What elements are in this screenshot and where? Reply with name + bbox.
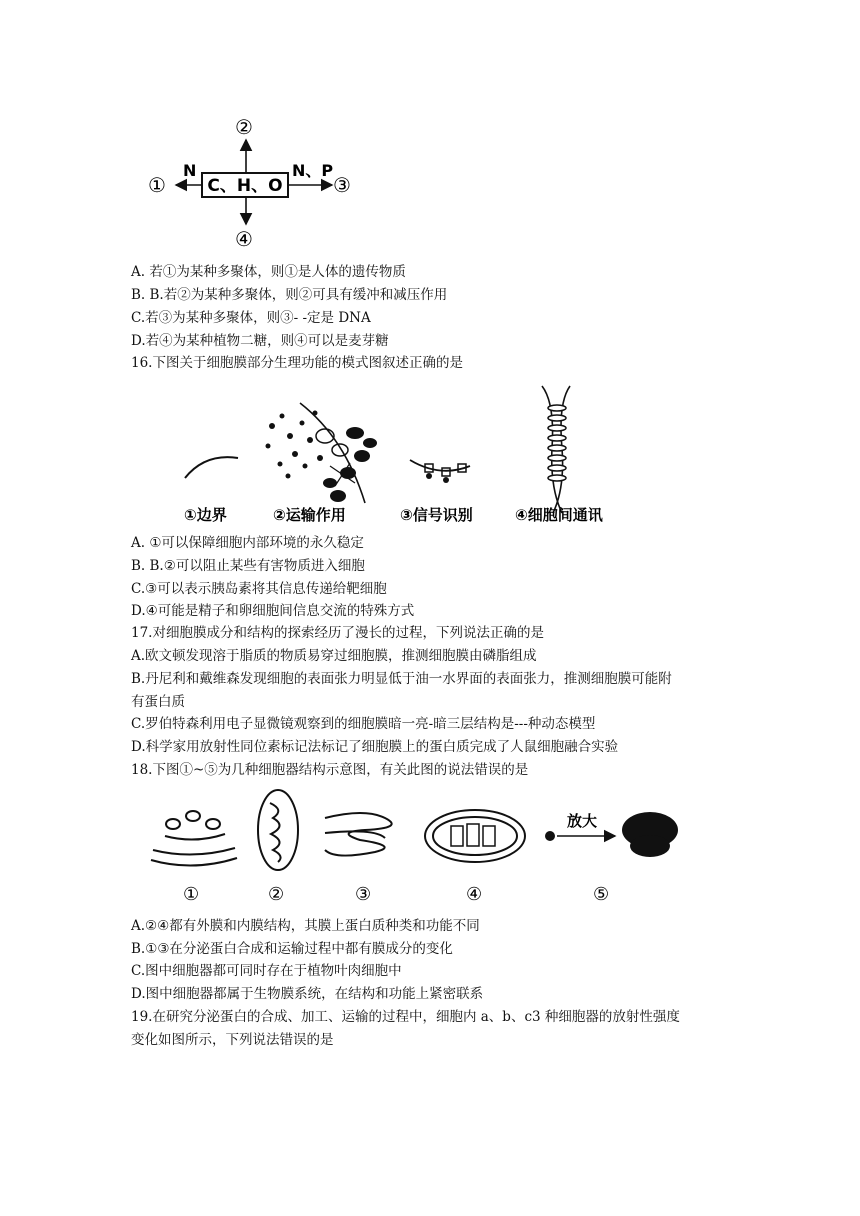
ribosome-icon: [545, 812, 678, 857]
organelle-label-3: ③: [355, 884, 372, 905]
elements-box-label: C、H、O: [207, 176, 283, 196]
label-signal: ③信号识别: [400, 506, 473, 524]
organelle-label-1: ①: [183, 884, 200, 905]
q15-option-a: A. 若①为某种多聚体，则①是人体的遗传物质: [131, 264, 406, 280]
q16-option-a: A. ①可以保障细胞内部环境的永久稳定: [131, 535, 364, 551]
q17-option-b-line2: 有蛋白质: [131, 694, 185, 710]
q19-stem-line2: 变化如图所示，下列说法错误的是: [131, 1032, 334, 1048]
cell-communication-icon: [542, 386, 570, 513]
membrane-function-diagram: [170, 378, 640, 528]
golgi-icon: [151, 811, 237, 866]
q17-stem: 17.对细胞膜成分和结构的探索经历了漫长的过程，下列说法正确的是: [131, 625, 544, 641]
q18-option-a: A.②④都有外膜和内膜结构，其膜上蛋白质种类和功能不同: [131, 918, 480, 934]
q16-option-d: D.④可能是精子和卵细胞间信息交流的特殊方式: [131, 603, 415, 619]
number-3: ③: [333, 173, 351, 197]
transport-icon: [266, 403, 378, 503]
number-2: ②: [235, 115, 253, 139]
number-4: ④: [235, 227, 253, 251]
enlarge-label: 放大: [567, 812, 598, 830]
right-arrow-label: N、P: [292, 161, 334, 180]
q15-option-b: B. B.若②为某种多聚体，则②可具有缓冲和减压作用: [131, 287, 448, 303]
q16-option-c: C.③可以表示胰岛素将其信息传递给靶细胞: [131, 581, 387, 597]
q15-option-c: C.若③为某种多聚体，则③- -定是 DNA: [131, 310, 371, 326]
left-arrow-label: N: [183, 161, 197, 180]
number-1: ①: [148, 173, 166, 197]
q17-option-d: D.科学家用放射性同位素标记法标记了细胞膜上的蛋白质完成了人鼠细胞融合实验: [131, 739, 619, 755]
organelle-label-2: ②: [268, 884, 285, 905]
chloroplast-icon: [425, 810, 525, 862]
element-composition-diagram: [140, 112, 370, 252]
organelle-label-5: ⑤: [593, 884, 610, 905]
q18-option-d: D.图中细胞器都属于生物膜系统，在结构和功能上紧密联系: [131, 986, 484, 1002]
boundary-arc: [185, 457, 238, 478]
q17-option-b-line1: B.丹尼利和戴维森发现细胞的表面张力明显低于油一水界面的表面张力，推测细胞膜可能附: [131, 671, 672, 687]
q17-option-a: A.欧文顿发现溶于脂质的物质易穿过细胞膜，推测细胞膜由磷脂组成: [131, 648, 537, 664]
label-communication: ④细胞间通讯: [515, 506, 603, 524]
label-boundary: ①边界: [184, 506, 227, 524]
q18-option-b: B.①③在分泌蛋白合成和运输过程中都有膜成分的变化: [131, 941, 453, 957]
label-transport: ②运输作用: [273, 506, 346, 524]
endoplasmic-reticulum-icon: [325, 813, 392, 856]
q15-option-d: D.若④为某种植物二糖，则④可以是麦芽糖: [131, 333, 389, 349]
q19-stem-line1: 19.在研究分泌蛋白的合成、加工、运输的过程中，细胞内 a、b、c3 种细胞器的放射性强度: [131, 1009, 680, 1025]
organelle-diagram: [145, 788, 705, 908]
q18-option-c: C.图中细胞器都可同时存在于植物叶肉细胞中: [131, 963, 402, 979]
mitochondrion-icon: [258, 790, 298, 870]
signal-recognition-icon: [410, 460, 470, 483]
q17-option-c: C.罗伯特森利用电子显微镜观察到的细胞膜暗一亮-暗三层结构是---种动态模型: [131, 716, 596, 732]
q16-option-b: B. B.②可以阻止某些有害物质进入细胞: [131, 558, 365, 574]
q16-stem: 16.下图关于细胞膜部分生理功能的模式图叙述正确的是: [131, 355, 463, 371]
organelle-label-4: ④: [466, 884, 483, 905]
q18-stem: 18.下图①~⑤为几种细胞器结构示意图，有关此图的说法错误的是: [131, 762, 529, 778]
